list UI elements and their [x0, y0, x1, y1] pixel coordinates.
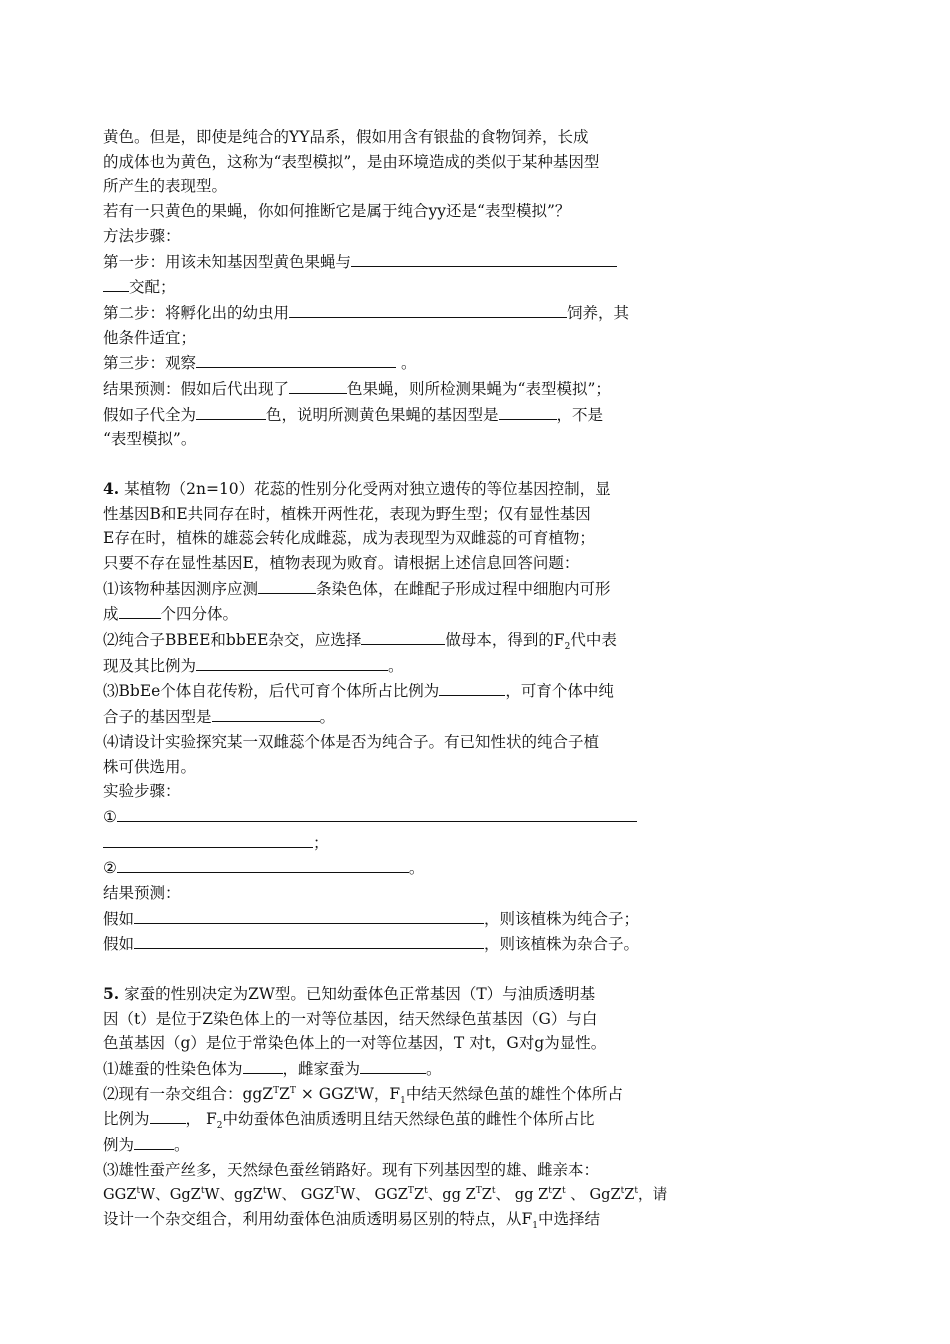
- answer-blank[interactable]: [134, 906, 484, 924]
- paragraph-line: 色茧基因（g）是位于常染色体上的一对等位基因，T 对t，G对g为显性。: [103, 1034, 607, 1053]
- sub-question-1: ⑴该物种基因测序应测 条染色体，在雌配子形成过程中细胞内可形: [103, 576, 663, 602]
- question-line: 若有一只黄色的果蝇，你如何推断它是属于纯合yy还是“表型模拟”？: [103, 202, 571, 221]
- question-number: 5.: [103, 983, 120, 1003]
- result-line: 假如子代全为 色，说明所测黄色果蝇的基因型是 ，不是: [103, 402, 663, 428]
- answer-blank[interactable]: [258, 576, 316, 594]
- answer-blank[interactable]: [243, 1056, 283, 1074]
- answer-blank[interactable]: [361, 627, 445, 645]
- answer-blank[interactable]: [499, 402, 557, 420]
- question-5-intro: 5. 家蚕的性别决定为ZW型。已知幼蚕体色正常基因（T）与油质透明基: [103, 983, 596, 1003]
- sub-question-2-cont: 比例为 ， $F_2$中幼蚕体色油质透明且结天然绿色茧的雌性个体所占比: [103, 1106, 663, 1132]
- sub-question-3-cont: 合子的基因型是 。: [103, 704, 663, 730]
- answer-blank[interactable]: [289, 376, 347, 394]
- sub-question-4: ⑷请设计实验探究某一双雌蕊个体是否为纯合子。有已知性状的纯合子植: [103, 732, 600, 751]
- answer-blank[interactable]: [103, 274, 129, 292]
- sub-question-4-cont: 株可供选用。: [103, 757, 197, 776]
- result-line: “表型模拟”。: [103, 430, 197, 449]
- step-one-cont: 交配；: [103, 274, 663, 300]
- paragraph-line: 所产生的表现型。: [103, 177, 228, 196]
- answer-blank[interactable]: [134, 931, 484, 949]
- step-one: 第一步：用该未知基因型黄色果蝇与: [103, 249, 663, 275]
- answer-blank[interactable]: [196, 402, 266, 420]
- sub-question-3: ⑶BbEe个体自花传粉，后代可育个体所占比例为 ，可育个体中纯: [103, 678, 663, 704]
- answer-blank[interactable]: [439, 678, 505, 696]
- paragraph-line: 只要不存在显性基因E，植物表现为败育。请根据上述信息回答问题：: [103, 553, 580, 572]
- sub-question-2-cont: 现及其比例为 。: [103, 653, 663, 679]
- paragraph-line: 因（t）是位于Z染色体上的一对等位基因，结天然绿色茧基因（G）与白: [103, 1009, 598, 1028]
- answer-blank[interactable]: [196, 350, 396, 368]
- sub-question-3-cont: 设计一个杂交组合，利用幼蚕体色油质透明易区别的特点，从$F_1$中选择结: [103, 1210, 601, 1232]
- document-page: [103, 125, 668, 1232]
- answer-blank[interactable]: [117, 804, 637, 822]
- prediction-line: 假如 ，则该植株为纯合子；: [103, 906, 663, 932]
- answer-blank[interactable]: [196, 653, 388, 671]
- paragraph-line: 的成体也为黄色，这称为“表型模拟”，是由环境造成的类似于某种基因型: [103, 152, 600, 171]
- paragraph-line: 性基因B和E共同存在时，植株开两性花，表现为野生型；仅有显性基因: [103, 504, 591, 523]
- method-heading: 方法步骤：: [103, 226, 181, 245]
- answer-blank[interactable]: [351, 249, 617, 267]
- sub-question-2: ⑵现有一杂交组合：$ggZ^TZ^T \times GGZ^tW$，$F_1$中结天然绿色茧的雄性个体所占: [103, 1084, 623, 1106]
- answer-blank[interactable]: [119, 601, 161, 619]
- experiment-step-1: ①: [103, 804, 663, 830]
- genotype-list: GGZ$^t$W、GgZ$^t$W、ggZ$^t$W、 $GGZ^TW$、 $GGZ^TZ^t$、gg $Z^TZ^t$、 gg $Z^tZ^t$ 、 $GgZ^tZ^t$，请: [103, 1185, 668, 1203]
- sub-question-2-cont: 例为 。: [103, 1132, 663, 1158]
- experiment-step-2: ② 。: [103, 855, 663, 881]
- answer-blank[interactable]: [212, 704, 320, 722]
- experiment-step-1-cont: ；: [103, 830, 663, 856]
- step-two: 第二步：将孵化出的幼虫用 饲养，其: [103, 300, 663, 326]
- result-heading: 结果预测：: [103, 884, 181, 903]
- sub-question-3: ⑶雄性蚕产丝多，天然绿色蚕丝销路好。现有下列基因型的雄、雌亲本：: [103, 1160, 600, 1179]
- prediction-line: 假如 ，则该植株为杂合子。: [103, 931, 663, 957]
- experiment-heading: 实验步骤：: [103, 782, 181, 801]
- step-three: 第三步：观察 。: [103, 350, 663, 376]
- answer-blank[interactable]: [360, 1056, 426, 1074]
- answer-blank[interactable]: [103, 830, 313, 848]
- answer-blank[interactable]: [150, 1106, 186, 1124]
- sub-question-2: ⑵纯合子BBEE和bbEE杂交，应选择 做母本，得到的$F_2$代中表: [103, 627, 663, 653]
- step-two-cont: 他条件适宜；: [103, 328, 197, 347]
- result-line: 结果预测：假如后代出现了 色果蝇，则所检测果蝇为“表型模拟”；: [103, 376, 663, 402]
- answer-blank[interactable]: [289, 300, 567, 318]
- sub-question-1-cont: 成 个四分体。: [103, 601, 663, 627]
- question-number: 4.: [103, 478, 120, 498]
- answer-blank[interactable]: [117, 855, 409, 873]
- sub-question-1: ⑴雄蚕的性染色体为 ，雌家蚕为 。: [103, 1056, 663, 1082]
- question-4-intro: 4. 某植物（2n=10）花蕊的性别分化受两对独立遗传的等位基因控制，显: [103, 478, 611, 498]
- paragraph-line: E存在时，植株的雄蕊会转化成雌蕊，成为表现型为双雌蕊的可育植物；: [103, 529, 595, 548]
- paragraph-line: 黄色。但是，即使是纯合的YY品系，假如用含有银盐的食物饲养，长成: [103, 128, 589, 146]
- answer-blank[interactable]: [134, 1132, 174, 1150]
